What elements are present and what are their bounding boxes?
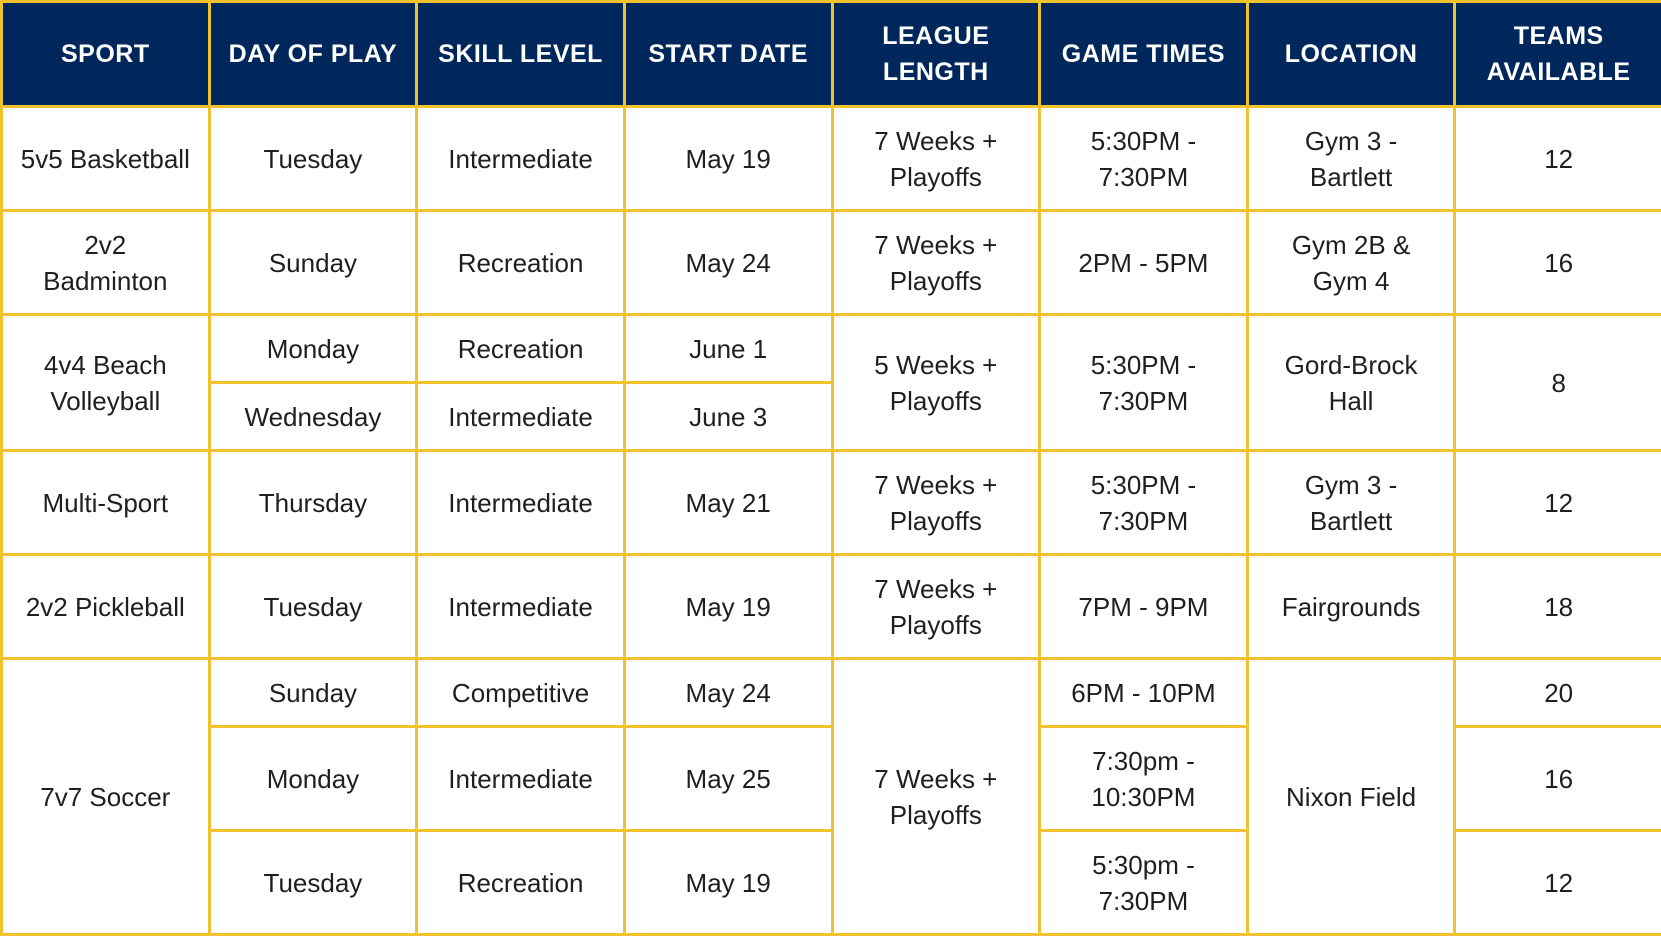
header-teams-available: TEAMS AVAILABLE: [1455, 2, 1661, 107]
table-row: [2, 211, 1661, 315]
cell-location: Gord-Brock Hall: [1247, 315, 1455, 451]
table-row: [2, 555, 1661, 659]
cell-skill: Intermediate: [417, 451, 625, 555]
cell-skill: Intermediate: [417, 555, 625, 659]
cell-game-times: 7PM - 9PM: [1040, 555, 1248, 659]
table-row: [2, 315, 1661, 383]
header-location: LOCATION: [1247, 2, 1455, 107]
cell-start-date: May 19: [624, 831, 832, 935]
header-day-of-play: DAY OF PLAY: [209, 2, 417, 107]
header-sport: SPORT: [2, 2, 210, 107]
cell-league-length: 7 Weeks + Playoffs: [832, 555, 1040, 659]
cell-game-times: 6PM - 10PM: [1040, 659, 1248, 727]
cell-game-times: 2PM - 5PM: [1040, 211, 1248, 315]
header-game-times: GAME TIMES: [1040, 2, 1248, 107]
cell-location: Fairgrounds: [1247, 555, 1455, 659]
cell-league-length: 5 Weeks + Playoffs: [832, 315, 1040, 451]
cell-teams: 16: [1455, 211, 1661, 315]
cell-day: Sunday: [209, 211, 417, 315]
cell-game-times: 5:30PM - 7:30PM: [1040, 451, 1248, 555]
cell-teams: 16: [1455, 727, 1661, 831]
cell-skill: Intermediate: [417, 107, 625, 211]
cell-skill: Intermediate: [417, 727, 625, 831]
cell-skill: Recreation: [417, 831, 625, 935]
cell-league-length: 7 Weeks + Playoffs: [832, 659, 1040, 935]
cell-day: Wednesday: [209, 383, 417, 451]
cell-skill: Competitive: [417, 659, 625, 727]
cell-day: Thursday: [209, 451, 417, 555]
cell-day: Monday: [209, 315, 417, 383]
table-row: [2, 107, 1661, 211]
cell-day: Tuesday: [209, 831, 417, 935]
header-row: [2, 2, 1661, 107]
cell-day: Tuesday: [209, 555, 417, 659]
table-row: [2, 451, 1661, 555]
cell-game-times: 5:30PM - 7:30PM: [1040, 107, 1248, 211]
header-skill-level: SKILL LEVEL: [417, 2, 625, 107]
cell-game-times: 5:30PM - 7:30PM: [1040, 315, 1248, 451]
cell-start-date: May 21: [624, 451, 832, 555]
cell-sport: 4v4 Beach Volleyball: [2, 315, 210, 451]
cell-skill: Intermediate: [417, 383, 625, 451]
cell-day: Tuesday: [209, 107, 417, 211]
cell-game-times: 5:30pm - 7:30PM: [1040, 831, 1248, 935]
cell-start-date: May 19: [624, 555, 832, 659]
header-start-date: START DATE: [624, 2, 832, 107]
cell-league-length: 7 Weeks + Playoffs: [832, 451, 1040, 555]
header-league-length: LEAGUE LENGTH: [832, 2, 1040, 107]
cell-teams: 20: [1455, 659, 1661, 727]
cell-location: Gym 3 - Bartlett: [1247, 107, 1455, 211]
cell-league-length: 7 Weeks + Playoffs: [832, 107, 1040, 211]
cell-start-date: June 3: [624, 383, 832, 451]
cell-day: Monday: [209, 727, 417, 831]
cell-start-date: May 24: [624, 211, 832, 315]
cell-day: Sunday: [209, 659, 417, 727]
cell-teams: 12: [1455, 831, 1661, 935]
cell-sport: 2v2 Pickleball: [2, 555, 210, 659]
cell-sport: 5v5 Basketball: [2, 107, 210, 211]
cell-start-date: May 19: [624, 107, 832, 211]
cell-teams: 12: [1455, 451, 1661, 555]
cell-start-date: May 25: [624, 727, 832, 831]
cell-sport: 2v2 Badminton: [2, 211, 210, 315]
cell-location: Gym 3 - Bartlett: [1247, 451, 1455, 555]
table-row: [2, 659, 1661, 727]
cell-skill: Recreation: [417, 315, 625, 383]
cell-league-length: 7 Weeks + Playoffs: [832, 211, 1040, 315]
cell-sport: Multi-Sport: [2, 451, 210, 555]
cell-location: Gym 2B & Gym 4: [1247, 211, 1455, 315]
cell-teams: 18: [1455, 555, 1661, 659]
cell-sport: 7v7 Soccer: [2, 659, 210, 935]
cell-skill: Recreation: [417, 211, 625, 315]
cell-location: Nixon Field: [1247, 659, 1455, 935]
cell-start-date: June 1: [624, 315, 832, 383]
cell-game-times: 7:30pm - 10:30PM: [1040, 727, 1248, 831]
cell-start-date: May 24: [624, 659, 832, 727]
cell-teams: 8: [1455, 315, 1661, 451]
cell-teams: 12: [1455, 107, 1661, 211]
